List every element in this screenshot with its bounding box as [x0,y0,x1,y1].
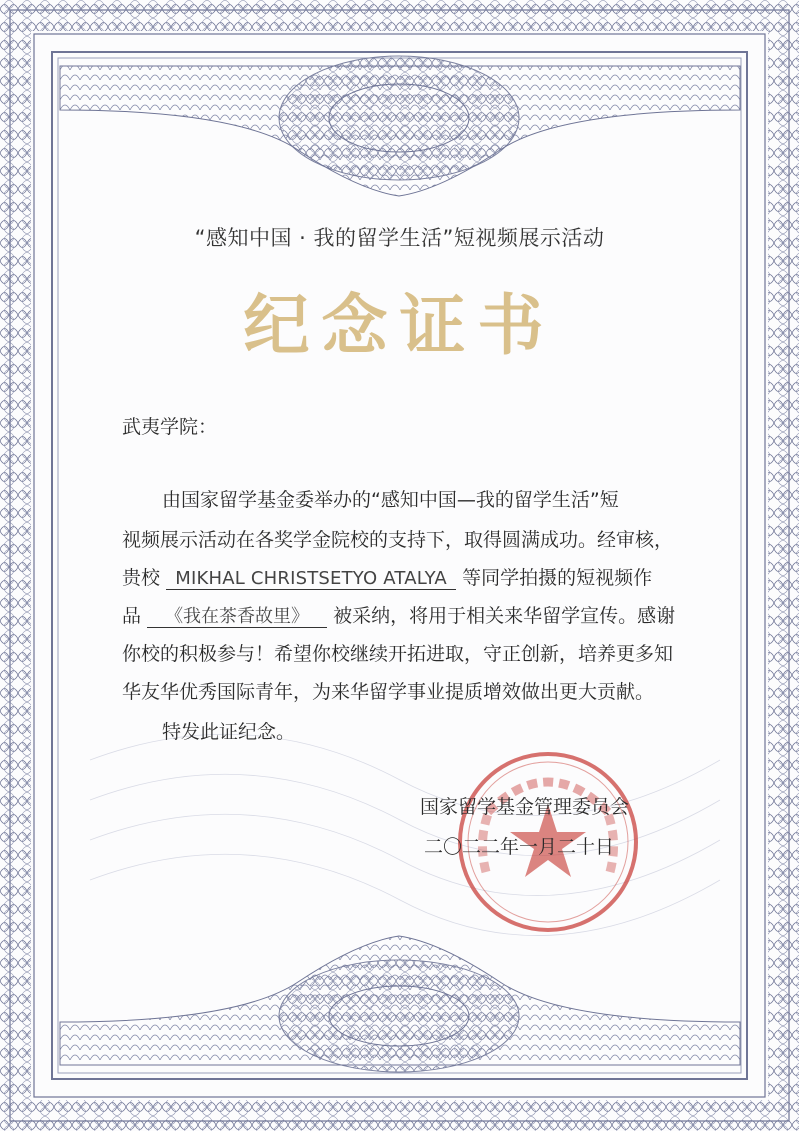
issuer-name: 国家留学基金管理委员会 [420,796,630,818]
closing-line: 特发此证纪念。 [162,721,296,743]
event-subtitle: “感知中国 · 我的留学生活”短视频展示活动 [194,226,605,250]
body-line-6: 华友华优秀国际青年，为来华留学事业提质增效做出更大贡献。 [122,681,655,703]
student-name-field: MIKHAL CHRISTSETYO ATALYA [166,569,456,590]
body-line-4-suffix: 被采纳，将用于相关来华留学宣传。感谢 [333,605,676,627]
body-line-2: 视频展示活动在各奖学金院校的支持下，取得圆满成功。经审核， [122,529,674,551]
body-line-5: 你校的积极参与！希望你校继续开拓进取，守正创新，培养更多知 [122,643,674,665]
body-line-3-prefix: 贵校 [122,567,161,589]
body-line-3-suffix: 等同学拍摄的短视频作 [462,567,653,589]
issue-date: 二〇二二年一月二十日 [424,836,615,858]
body-line-4 [122,606,675,628]
body-line-1: 由国家留学基金委举办的“感知中国—我的留学生活”短 [162,489,619,511]
work-title-field: 《我在茶香故里》 [147,607,327,628]
body-line-4-prefix: 品 [122,605,142,627]
recipient-line: 武夷学院： [122,416,218,438]
certificate-title: 纪念证书 [243,286,556,364]
body-line-3 [122,568,652,590]
